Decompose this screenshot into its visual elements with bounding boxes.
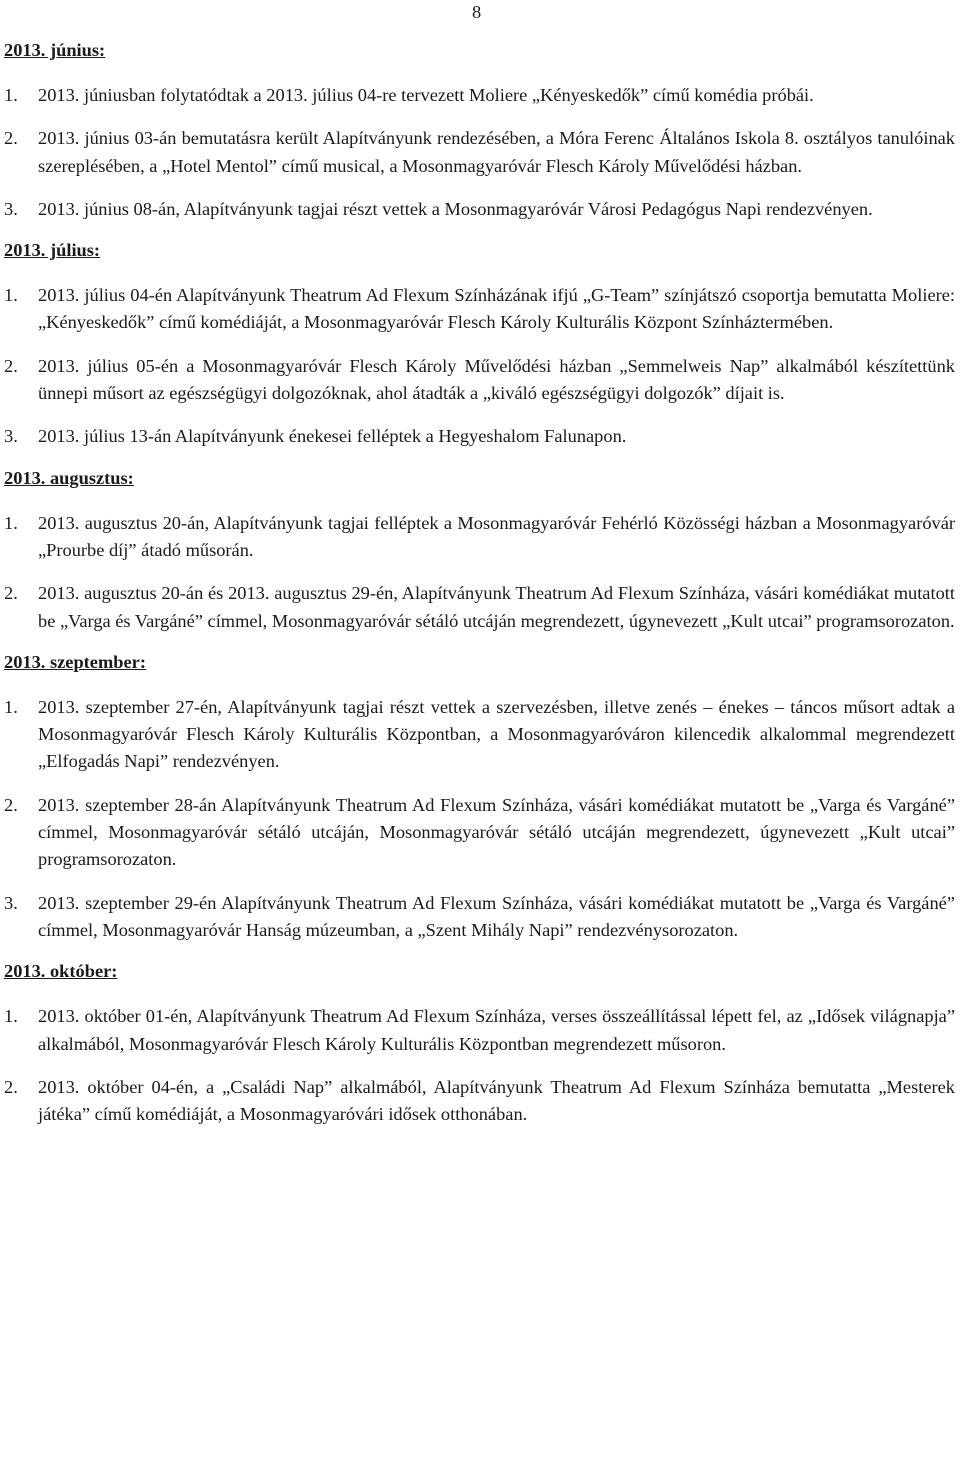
item-number: 2. [4,1076,18,1097]
list-item [4,125,955,180]
item-number: 2. [4,355,18,376]
item-text: 2013. július 13-án Alapítványunk énekesei felléptek a Hegyeshalom Falunapon. [38,426,627,447]
page-number: 8 [472,2,482,22]
section-july [4,237,955,450]
item-number: 3. [4,426,18,447]
item-number: 1. [4,85,18,105]
list-item [4,694,955,776]
section-heading: 2013. október: [4,961,118,982]
list-item [4,890,955,945]
document-body [4,37,955,1128]
item-number: 2. [4,128,18,149]
item-number: 1. [4,1006,18,1027]
item-number: 1. [4,696,18,717]
list-item [4,1003,955,1058]
item-number: 3. [4,892,18,913]
item-text: 2013. július 04-én Alapítványunk Theatrum Ad Flexum Színházának ifjú „G-Team” színjátszó csoportja bemutatta Moliere: „Kényeskedők” című komédiáját, a Mosonmagyaróvár Flesch Károly Kulturális Központ Színháztermében. [38,285,955,333]
item-number: 3. [4,198,18,219]
list-item [4,510,955,565]
item-text: 2013. július 05-én a Mosonmagyaróvár Flesch Károly Művelődési házban „Semmelweis Nap” alkalmából készítettünk ünnepi műsort az egészségügyi dolgozóknak, ahol átadták a „kiváló egészségügyi dolgozók” díjait is. [38,355,955,404]
item-text: 2013. október 04-én, a „Családi Nap” alkalmából, Alapítványunk Theatrum Ad Flexum Színháza bemutatta „Mesterek játéka” című komédiáját, a Mosonmagyaróvári idősek otthonában. [38,1076,955,1125]
list-item [4,792,955,874]
section-heading: 2013. június: [4,40,106,60]
section-september [4,649,955,944]
list-item [4,580,955,635]
section-heading: 2013. augusztus: [4,467,134,488]
section-heading: 2013. július: [4,240,101,261]
item-text: 2013. június 08-án, Alapítványunk tagjai részt vettek a Mosonmagyaróvár Városi Pedagógus Napi rendezvényen. [38,198,873,219]
list-item [4,282,955,337]
item-text: 2013. augusztus 20-án, Alapítványunk tagjai felléptek a Mosonmagyaróvár Fehérló Közösségi házban a Mosonmagyaróvár „Prourbe díj” átadó műsorán. [38,512,955,560]
item-text: 2013. szeptember 29-én Alapítványunk Theatrum Ad Flexum Színháza, vásári komédiákat mutatott be „Varga és Vargáné” címmel, Mosonmagyaróvár Hanság múzeumban, a „Szent Mihály Napi” rendezvénysorozaton. [38,892,955,940]
item-number: 1. [4,512,18,533]
item-text: 2013. júniusban folytatódtak a 2013. július 04-re tervezett Moliere „Kényeskedők” című komédia próbái. [38,85,814,105]
section-october [4,958,955,1128]
item-number: 1. [4,285,18,306]
list-item [4,1074,955,1129]
list-item [4,423,955,450]
section-june [4,37,955,223]
list-item [4,353,955,408]
section-august [4,465,955,635]
item-text: 2013. október 01-én, Alapítványunk Theatrum Ad Flexum Színháza, verses összeállítással lépett fel, az „Idősek világnapja” alkalmából, Mosonmagyaróvár Flesch Károly Kulturális Központban megrendezett műsoron. [38,1006,955,1054]
item-text: 2013. szeptember 28-án Alapítványunk Theatrum Ad Flexum Színháza, vásári komédiákat mutatott be „Varga és Vargáné” címmel, Mosonmagyaróvár sétáló utcáján, Mosonmagyaróvár sétáló utcáján megrendezett, úgynevezett „Kult utcai” programsorozaton. [38,794,955,870]
item-text: 2013. június 03-án bemutatásra került Alapítványunk rendezésében, a Móra Ferenc Általános Iskola 8. osztályos tanulóinak szereplésében, a „Hotel Mentol” című musical, a Mosonmagyaróvár Flesch Károly Művelődési házban. [38,128,955,176]
list-item [4,82,955,109]
item-number: 2. [4,583,18,604]
list-item [4,196,955,223]
section-heading: 2013. szeptember: [4,651,146,672]
item-number: 2. [4,794,18,815]
item-text: 2013. szeptember 27-én, Alapítványunk tagjai részt vettek a szervezésben, illetve zenés – énekes – táncos műsort adtak a Mosonmagyaróvár Flesch Károly Kulturális Központban, a Mosonmagyaróváron kilencedik alkalommal megrendezett „Elfogadás Napi” rendezvényen. [38,696,955,772]
item-text: 2013. augusztus 20-án és 2013. augusztus 29-én, Alapítványunk Theatrum Ad Flexum Színháza, vásári komédiákat mutatott be „Varga és Vargáné” címmel, Mosonmagyaróvár sétáló utcáján megrendezett, úgynevezett „Kult utcai” programsorozaton. [38,583,955,631]
